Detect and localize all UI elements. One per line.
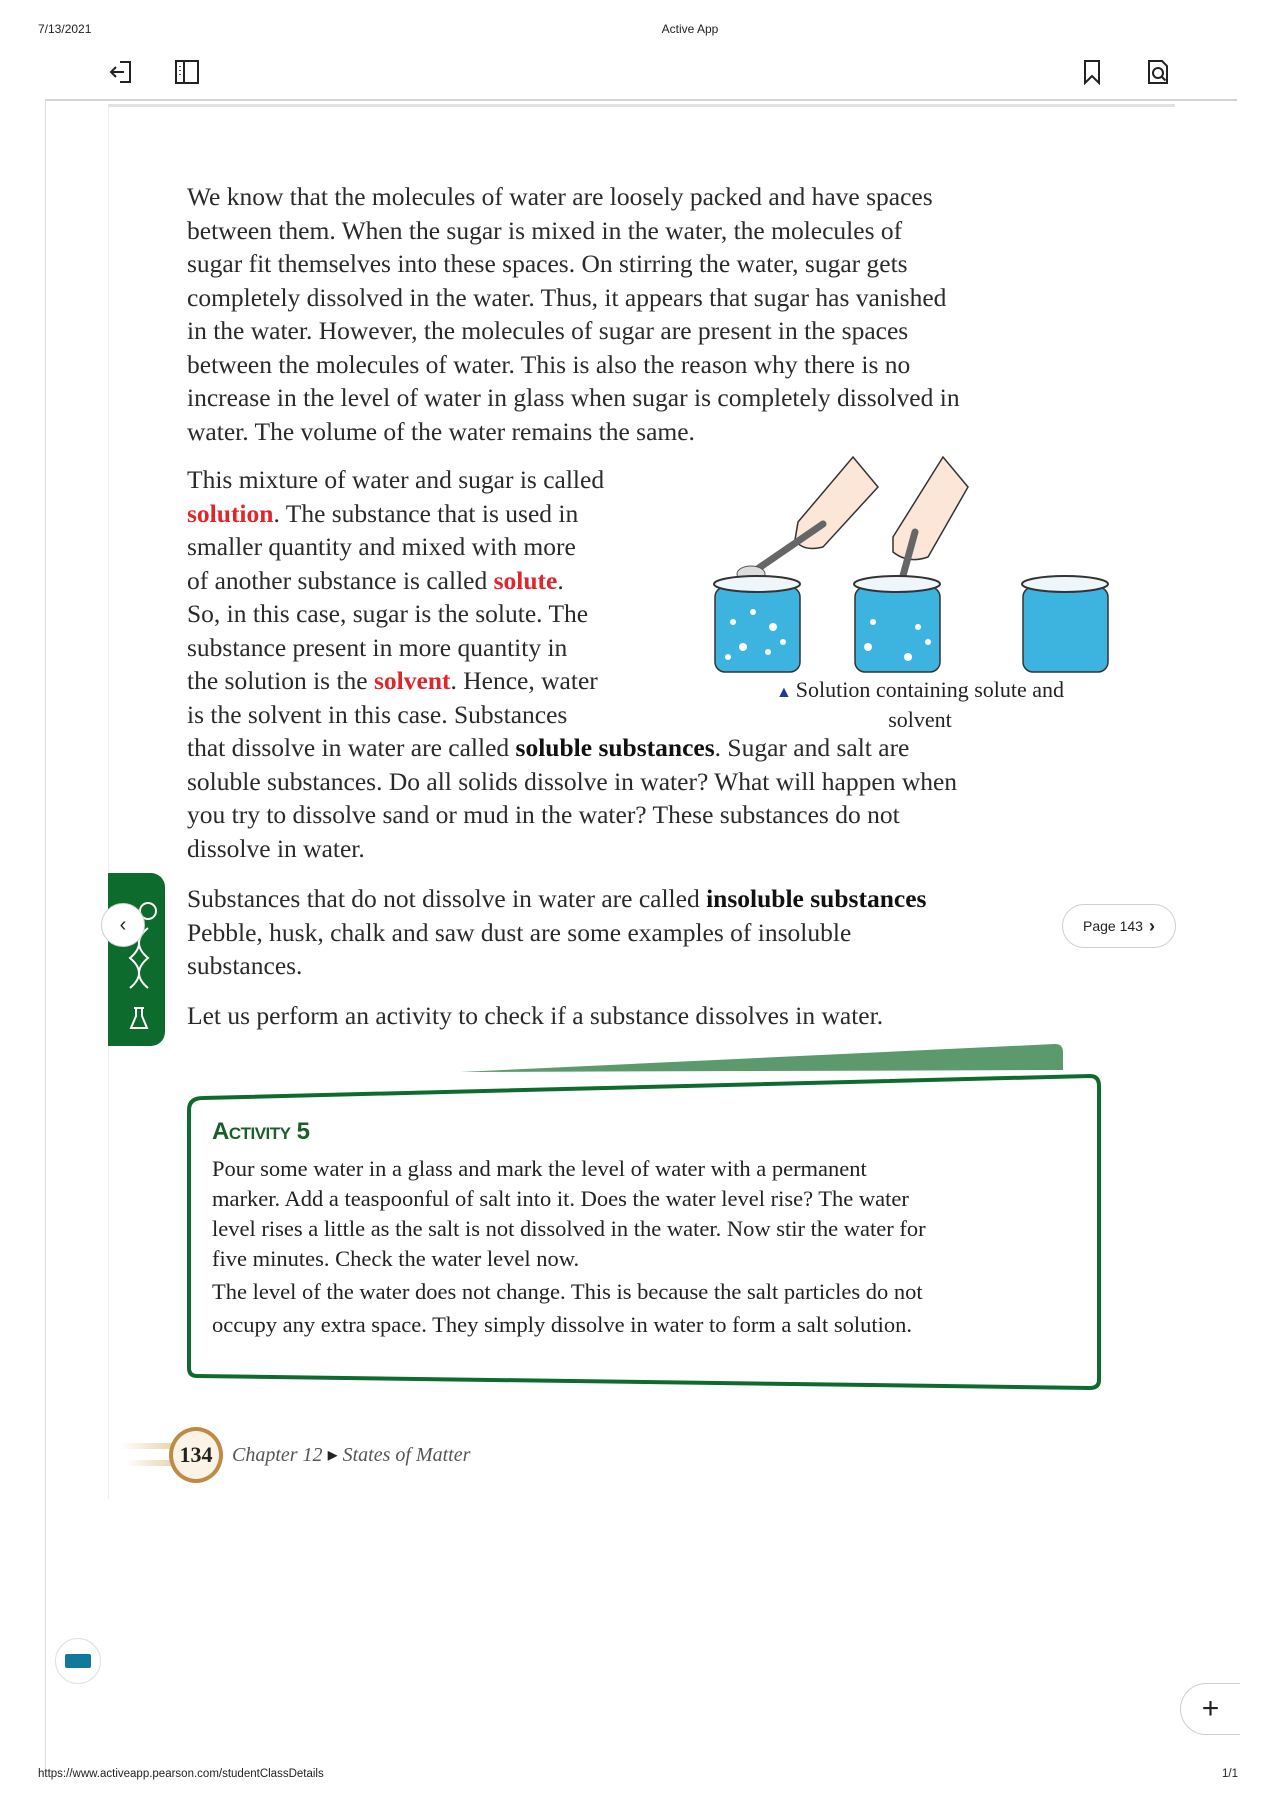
text-segment: increase in the level of water in glass when sugar is completely dissolved in <box>187 383 960 412</box>
activity-line: The level of the water does not change. This is because the salt particles do not <box>212 1279 923 1304</box>
beaker-2 <box>854 576 940 672</box>
chapter-breadcrumb <box>232 1442 470 1467</box>
activity-line: Pour some water in a glass and mark the level of water with a permanent <box>212 1156 867 1181</box>
next-page-label: Page 143 <box>1083 918 1143 934</box>
text-segment: water. The volume of the water remains the same. <box>187 416 695 446</box>
figure-caption <box>720 676 1120 733</box>
beakers-illustration <box>703 452 1113 674</box>
text-segment: is the solvent in this case. Substances <box>187 699 568 729</box>
key-term: solvent <box>374 666 451 695</box>
text-segment: . Sugar and salt are <box>714 733 910 762</box>
text-segment: between them. When the sugar is mixed in the water, the molecules of <box>187 215 903 245</box>
caption-triangle-icon: ▲ <box>775 684 796 701</box>
dna-flask-icon <box>108 873 165 1046</box>
bold-term: soluble substances <box>515 733 715 762</box>
next-page-button[interactable] <box>1062 904 1176 948</box>
text-line <box>187 314 960 348</box>
text-segment: Pebble, husk, chalk and saw dust are some examples of insoluble <box>187 917 852 947</box>
hand-with-spoon-1 <box>737 457 878 582</box>
beaker-1 <box>714 576 800 672</box>
text-line <box>187 381 960 415</box>
viewer-left-border <box>45 100 46 1770</box>
caption-line-1: Solution containing solute and <box>795 677 1065 702</box>
page-number-badge: 134 <box>169 1427 223 1483</box>
text-segment: in the water. However, the molecules of sugar are present in the spaces <box>187 316 909 345</box>
text-segment: smaller quantity and mixed with more <box>187 532 576 561</box>
print-date: 7/13/2021 <box>38 22 92 36</box>
bold-term: insoluble substances <box>706 884 927 913</box>
print-url: https://www.activeapp.pearson.com/studentClassDetails <box>38 1768 324 1780</box>
key-term: solution <box>187 498 274 528</box>
chapter-title: States of Matter <box>342 1444 471 1466</box>
text-line <box>187 180 960 214</box>
text-segment: . <box>557 565 564 595</box>
text-segment: you try to dissolve sand or mud in the water? These substances do not <box>187 800 900 829</box>
text-line <box>187 916 926 950</box>
chevron-left-icon: ‹ <box>119 913 127 936</box>
text-segment: substance present in more quantity in <box>187 632 568 662</box>
text-segment: substances. <box>187 951 303 980</box>
search-document-icon[interactable] <box>1144 58 1172 86</box>
text-segment: We know that the molecules of water are loosely packed and have spaces <box>187 182 933 211</box>
highlight-tool-button[interactable] <box>55 1638 101 1684</box>
text-line <box>187 247 960 281</box>
breadcrumb-arrow-icon: ▸ <box>327 1444 338 1466</box>
text-line <box>187 949 926 983</box>
science-side-tab <box>108 873 165 1046</box>
highlighter-icon <box>65 1654 91 1668</box>
activity-line: five minutes. Check the water level now. <box>212 1246 580 1271</box>
beaker-3 <box>1022 576 1108 672</box>
text-line <box>187 882 926 916</box>
paragraph-molecules <box>187 180 960 448</box>
text-segment: . Hence, water <box>450 666 598 695</box>
zoom-in-button[interactable] <box>1180 1683 1240 1735</box>
text-segment: soluble substances. Do all solids dissolve in water? What will happen when <box>187 766 958 796</box>
chapter-label: Chapter 12 <box>232 1444 323 1466</box>
text-segment: between the molecules of water. This is also the reason why there is no <box>187 349 911 379</box>
text-line <box>187 214 960 248</box>
text-line <box>187 798 957 832</box>
text-line <box>187 832 957 866</box>
text-segment: completely dissolved in the water. Thus, it appears that sugar has vanished <box>187 282 947 312</box>
text-line <box>187 765 957 799</box>
text-segment: This mixture of water and sugar is called <box>187 465 605 494</box>
text-segment: dissolve in water. <box>187 833 365 863</box>
text-segment: So, in this case, sugar is the solute. The <box>187 599 589 628</box>
activity-line: marker. Add a teaspoonful of salt into it. Does the water level rise? The water <box>212 1186 909 1211</box>
activity-line: occupy any extra space. They simply dissolve in water to form a salt solution. <box>212 1312 913 1337</box>
text-segment: Substances that do not dissolve in water are called <box>187 884 707 913</box>
text-segment: Let us perform an activity to check if a substance dissolves in water. <box>187 1001 884 1030</box>
activity-line: level rises a little as the salt is not dissolved in the water. Now stir the water for <box>212 1216 926 1241</box>
print-title: Active App <box>661 22 719 36</box>
toolbar-divider <box>45 99 1237 101</box>
text-segment: of another substance is called <box>187 565 494 595</box>
text-segment: . The substance that is used in <box>273 498 579 528</box>
text-segment: that dissolve in water are called <box>187 733 516 762</box>
plus-icon: + <box>1201 1692 1220 1725</box>
text-line <box>187 415 960 449</box>
previous-page-button[interactable] <box>101 903 145 947</box>
caption-line-2: solvent <box>888 707 952 732</box>
text-line <box>187 999 883 1033</box>
sidebar-toggle-icon[interactable] <box>173 58 201 86</box>
activity-title: Activity 5 <box>212 1118 310 1145</box>
text-segment: the solution is the <box>187 666 374 695</box>
paragraph-insoluble <box>187 882 926 983</box>
bookmark-icon[interactable] <box>1078 58 1106 86</box>
print-page-count: 1/1 <box>1222 1768 1238 1780</box>
text-line <box>187 348 960 382</box>
exit-icon[interactable] <box>108 58 136 86</box>
chevron-right-icon: › <box>1148 915 1155 936</box>
text-segment: sugar fit themselves into these spaces. On stirring the water, sugar gets <box>187 249 908 278</box>
key-term: solute <box>493 565 558 595</box>
text-line <box>187 731 957 765</box>
paragraph-activity-intro <box>187 999 883 1033</box>
text-line <box>187 281 960 315</box>
